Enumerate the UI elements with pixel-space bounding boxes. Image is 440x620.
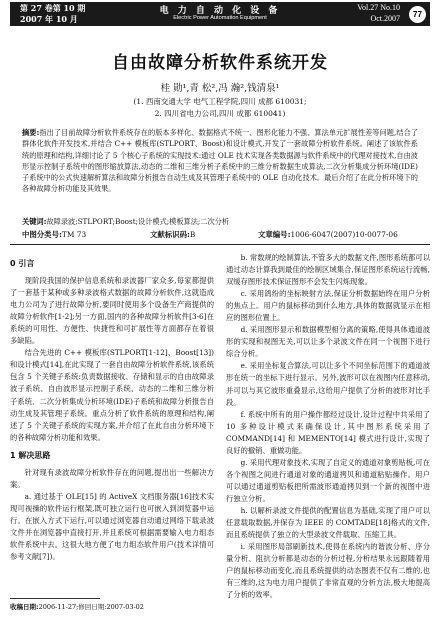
clc-number [22,229,86,240]
paragraph: 针对现有录波故障分析软件存在的问题,提出出一些解决方案。 [10,467,214,489]
page-number-badge: 77 [409,6,426,23]
doc-code-label: 文献标识码: [150,230,190,239]
body-left-column [10,252,214,563]
document-code [150,229,195,240]
abstract-label: 摘要: [22,128,40,137]
article-number [258,229,398,240]
journal-header-bar [10,2,430,26]
journal-name-en: Electric Power Automation Equipment [173,15,267,21]
received-date-footnote [10,602,144,611]
footnote-rule [10,598,100,599]
article-number-label: 文章编号: [258,230,291,239]
doc-code-value: B [189,230,196,239]
paragraph: c. 采用鸽纷的坐标映射方法,保证分析数据始终在用户分析的焦点上。用户的鼠标移动到什么地方,具体的数据就显示在相应的图形位置上。 [226,289,430,323]
section-heading-solution: 1 解决思路 [10,450,51,460]
abstract-text: 指出了目前故障分析软件系统存在的版本多样化、数据格式不统一、图形化能力不强、算法单元扩展性差等问题,结合了群体化软件开发技术,并结合 C++ 模板库(STLPORT、Boost)和设计模式,开发了一套故障分析软件系统。阐述了该软件系统的原理和结构,详细讨论了 5 个核心子系统的实现技术:通过 OLE 技术实现各类数据源与软件系统中的代理对接技术,自由波形显示控制子系统中的图形缩放算法,动态的二维和三维分析子系统中的三维分析数据生成算法,二次分析集成分析环境(IDE)子系统中的公式快速解析算法和故障分析报告自动生成及其管理子系统中的 OLE 自动化技术。最后介绍了在此分析环境下的各种故障分析功能及其效果。 [22,128,419,194]
keywords [22,216,418,227]
journal-name-cn: 电 力 自 动 化 设 备 [159,6,281,16]
section-divider [10,244,430,245]
clc-label: 中图分类号: [22,230,62,239]
clc-value: TM 73 [61,230,87,239]
paragraph: a. 通过基于 OLE[15] 的 ActiveX 文档服务器[16]技术实现可视操的软件运行框架,既可独立运行也可嵌入到浏览器中运行。在嵌入方式下运行,可以通过浏览器自动通过网络下载录波文件并在浏览器中直接打开,并且系统可根据需要输入电力组态软件系统中去。这很大地方便了电力组态软件用户(技术详情可参考文献[7])。 [10,491,214,562]
keywords-label: 关键词: [22,217,47,226]
paragraph: i. 采用图形局部刷新技术,使得在系统内的谐波分析、序分量分析、阻抗分析都是动态的分析过程,分析结果永远跟随着用户的鼠标移动而变化,而且系统提供的动态图表不仅有二维的,也有三维的,这为电力用户提供了非常直观的分析方法,极大地提高了分析的效率。 [226,542,430,600]
date-cn: 2007 年 10 月 [20,14,78,24]
body-right-column [226,252,430,601]
paper-title: 自由故障分析软件系统开发 [112,53,328,73]
paragraph: 现阶段我国的保护信息系统和录波器厂家众多,每家都提供了一套基于某种或多种录波格式数据的故障分析软件,这就造成电力公司为了进行故障分析,要同时使用多个设备生产商提供的故障分析软件[1-2];另一方面,国内的各种故障分析软件[3-6]在系统的可用性、方便性、快捷性和可扩展性等方面都存在着很多缺陷。 [10,276,214,346]
paragraph: f. 系统中所有的用户操作都经过设计,设计过程中共采用了 10 多种设计模式来确保设计,其中图形系统采用了 COMMAND[14] 和 MEMENTO[14] 模式进行设计,实现了良好的撤销、重做功能。 [226,409,430,455]
article-number-value: 1006-6047(2007)10-0077-06 [290,230,398,239]
paragraph: 结合先进的 C++ 模板库(STLPORT[1-12]、Boost[13])和设计模式[14],在此实现了一套自由故障分析软件系统,该系统包含 5 个关键子系统:负责数据接收、存储和显示的自由故障录波子系统、自由波形显示控制子系统、动态的二维和三维分析子系统、二次分析集成分析环境(IDE)子系统和故障分析报告自动生成及其管理子系统。重点分析了软件系统的原理和结构,阐述了 5 个关键子系统的实现方案,并介绍了在此自由分析环境下的各种故障分析功能和效果。 [10,348,214,442]
footnote-text: 2006-11-27;修回日期:2007-03-02 [38,603,144,611]
section-heading-intro: 0 引言 [10,259,35,268]
paragraph: e. 采用坐标复合算法,可以让多个不同坐标范围下的通道波形在统一的坐标下进行显示。另外,波形可以在视图内任意移动,并可以与其它波形重叠显示,这给用户提供了分析的波形对比手段。 [226,361,430,407]
paragraph: b. 常数规的绘制算法,不管多大的数据文件,图形系统都可以通过动态计算我到最佳的绘制区域集合,保证图形系统运行流畅,双缓存图形技术保证图形不会发生闪烁现象。 [226,253,430,287]
affiliation-1: (1. 西南交通大学 电气工程学院,四川 成都 610031; [133,97,307,106]
date-en: Oct.2007 [370,14,400,23]
paragraph: g. 采用代理对象技术,实现了自定义的通道对象剪贴板,可在各个视图之间进行通道对象的通道拷贝和通道粘贴操作。用户可以通过通道剪贴板把所需波形通道拷贝到一个新的视图中进行独立分析。 [226,457,430,503]
paragraph: d. 采用图形显示和数据模型相分离的策略,使得具体通道波形的实现和视图无关,可以让多个录波文件在同一个视图下进行综合分析。 [226,325,430,359]
volume-issue-en: Vol.27 No.10 [357,3,400,12]
volume-issue-cn: 第 27 卷第 10 期 [20,3,86,13]
paragraph: h. 以解析录波文件提供的配置信息为基础,实现了用户可以任意载取数据,并保存为 IEEE 的 COMTADE[18]格式的文件,而且系统提供了独立的大型录波文件载取、压缩工具。 [226,505,430,540]
abstract [22,127,418,195]
keywords-text: 故障录波;STLPORT;Boost;设计模式;模板算法;二次分析 [46,217,230,226]
footnote-label: 收稿日期: [10,603,39,611]
affiliation-2: 2. 四川省电力公司,四川 成都 610041) [154,109,286,118]
author-list: 桂 勋¹,青 松²,冯 瀚²,钱清泉¹ [160,83,280,94]
